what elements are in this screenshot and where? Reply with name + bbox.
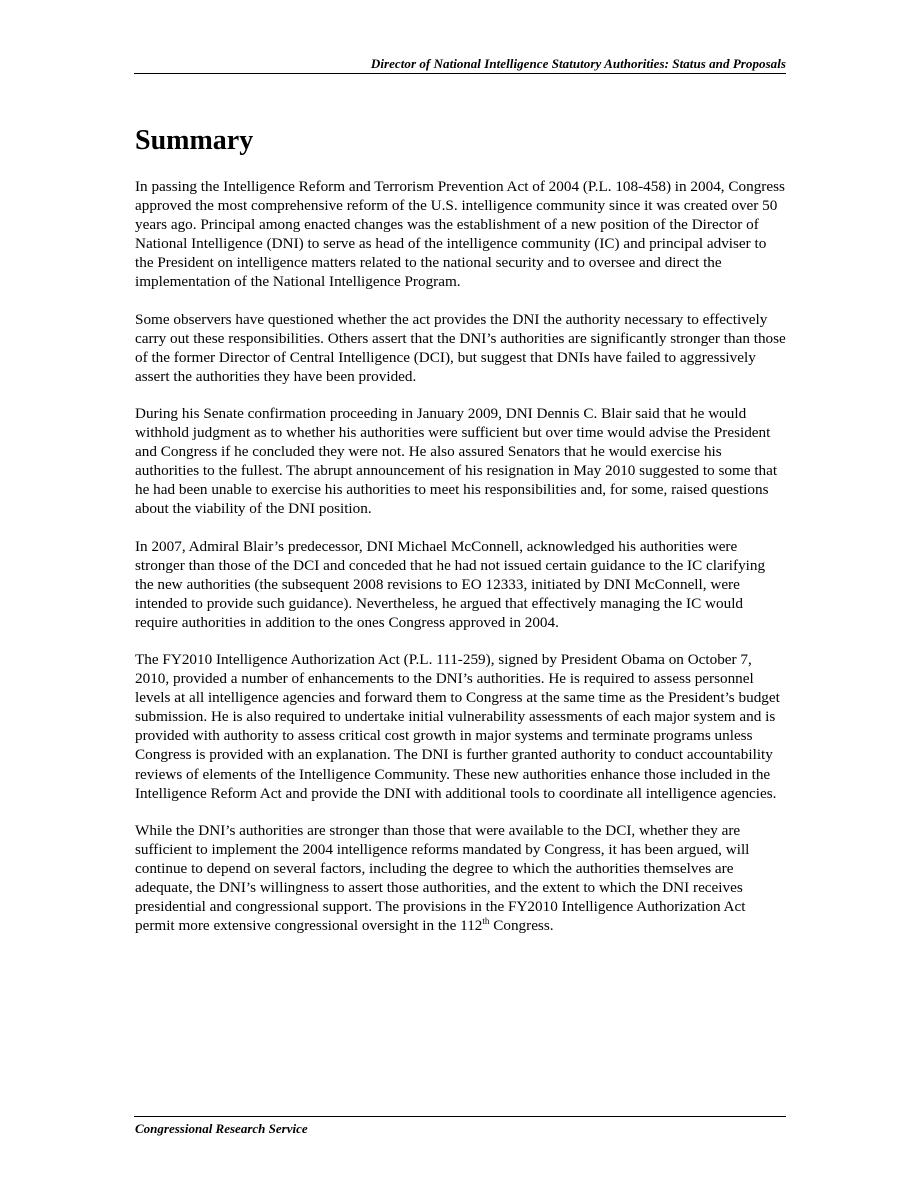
header-divider [134,73,786,74]
ordinal-superscript: th [482,916,490,927]
page-title: Summary [135,125,254,156]
paragraph-4: In 2007, Admiral Blair’s predecessor, DNI Michael McConnell, acknowledged his authorities were stronger than those of the DCI and conceded that he had not issued certain guidance to the IC clarifying the new authorities (the subsequent 2008 revisions to EO 12333, initiated by DNI McConnell, were intended to provide such guidance). Nevertheless, he argued that effectively managing the IC would require authorities in addition to the ones Congress approved in 2004. [135,537,766,631]
running-header: Director of National Intelligence Statutory Authorities: Status and Proposals [370,56,786,71]
summary-body [135,177,787,953]
paragraph-3: During his Senate confirmation proceeding in January 2009, DNI Dennis C. Blair said that he would withhold judgment as to whether his authorities were sufficient but over time would advise the President and Congress if he concluded they were not. He also assured Senators that he would exercise his authorities to the fullest. The abrupt announcement of his resignation in May 2010 suggested to some that he had been unable to exercise his authorities to meet his responsibilities and, for some, raised questions about the viability of the DNI position. [135,404,778,518]
paragraph-2: Some observers have questioned whether the act provides the DNI the authority necessary to effectively carry out these responsibilities. Others assert that the DNI’s authorities are significantly stronger than those of the former Director of Central Intelligence (DCI), but suggest that DNIs have failed to aggressively assert the authorities they have been provided. [135,310,786,385]
paragraph-5: The FY2010 Intelligence Authorization Act (P.L. 111-259), signed by President Obama on October 7, 2010, provided a number of enhancements to the DNI’s authorities. He is required to assess personnel levels at all intelligence agencies and forward them to Congress at the same time as the President’s budget submission. He is also required to undertake initial vulnerability assessments of each major system and is provided with authority to assess critical cost growth in major systems and terminate programs unless Congress is provided with an explanation. The DNI is further granted authority to conduct accountability reviews of elements of the Intelligence Community. These new authorities enhance those included in the Intelligence Reform Act and provide the DNI with additional tools to coordinate all intelligence agencies. [135,650,780,802]
paragraph-6-ending: Congress. [489,917,554,935]
paragraph-1: In passing the Intelligence Reform and Terrorism Prevention Act of 2004 (P.L. 108-458) in 2004, Congress approved the most comprehensive reform of the U.S. intelligence community since it was created over 50 years ago. Principal among enacted changes was the establishment of a new position of the Director of National Intelligence (DNI) to serve as head of the intelligence community (IC) and principal adviser to the President on intelligence matters related to the national security and to oversee and direct the implementation of the National Intelligence Program. [135,178,785,291]
paragraph-6-text: While the DNI’s authorities are stronger than those that were available to the DCI, whether they are sufficient to implement the 2004 intelligence reforms mandated by Congress, it has been argued, will continue to depend on several factors, including the degree to which the authorities themselves are adequate, the DNI’s willingness to assert those authorities, and the extent to which the DNI receives presidential and congressional support. The provisions in the FY2010 Intelligence Authorization Act permit more extensive congressional oversight in the 112 [135,821,750,935]
footer-divider [134,1116,786,1117]
paragraph-6 [135,821,787,936]
running-footer: Congressional Research Service [135,1121,308,1136]
